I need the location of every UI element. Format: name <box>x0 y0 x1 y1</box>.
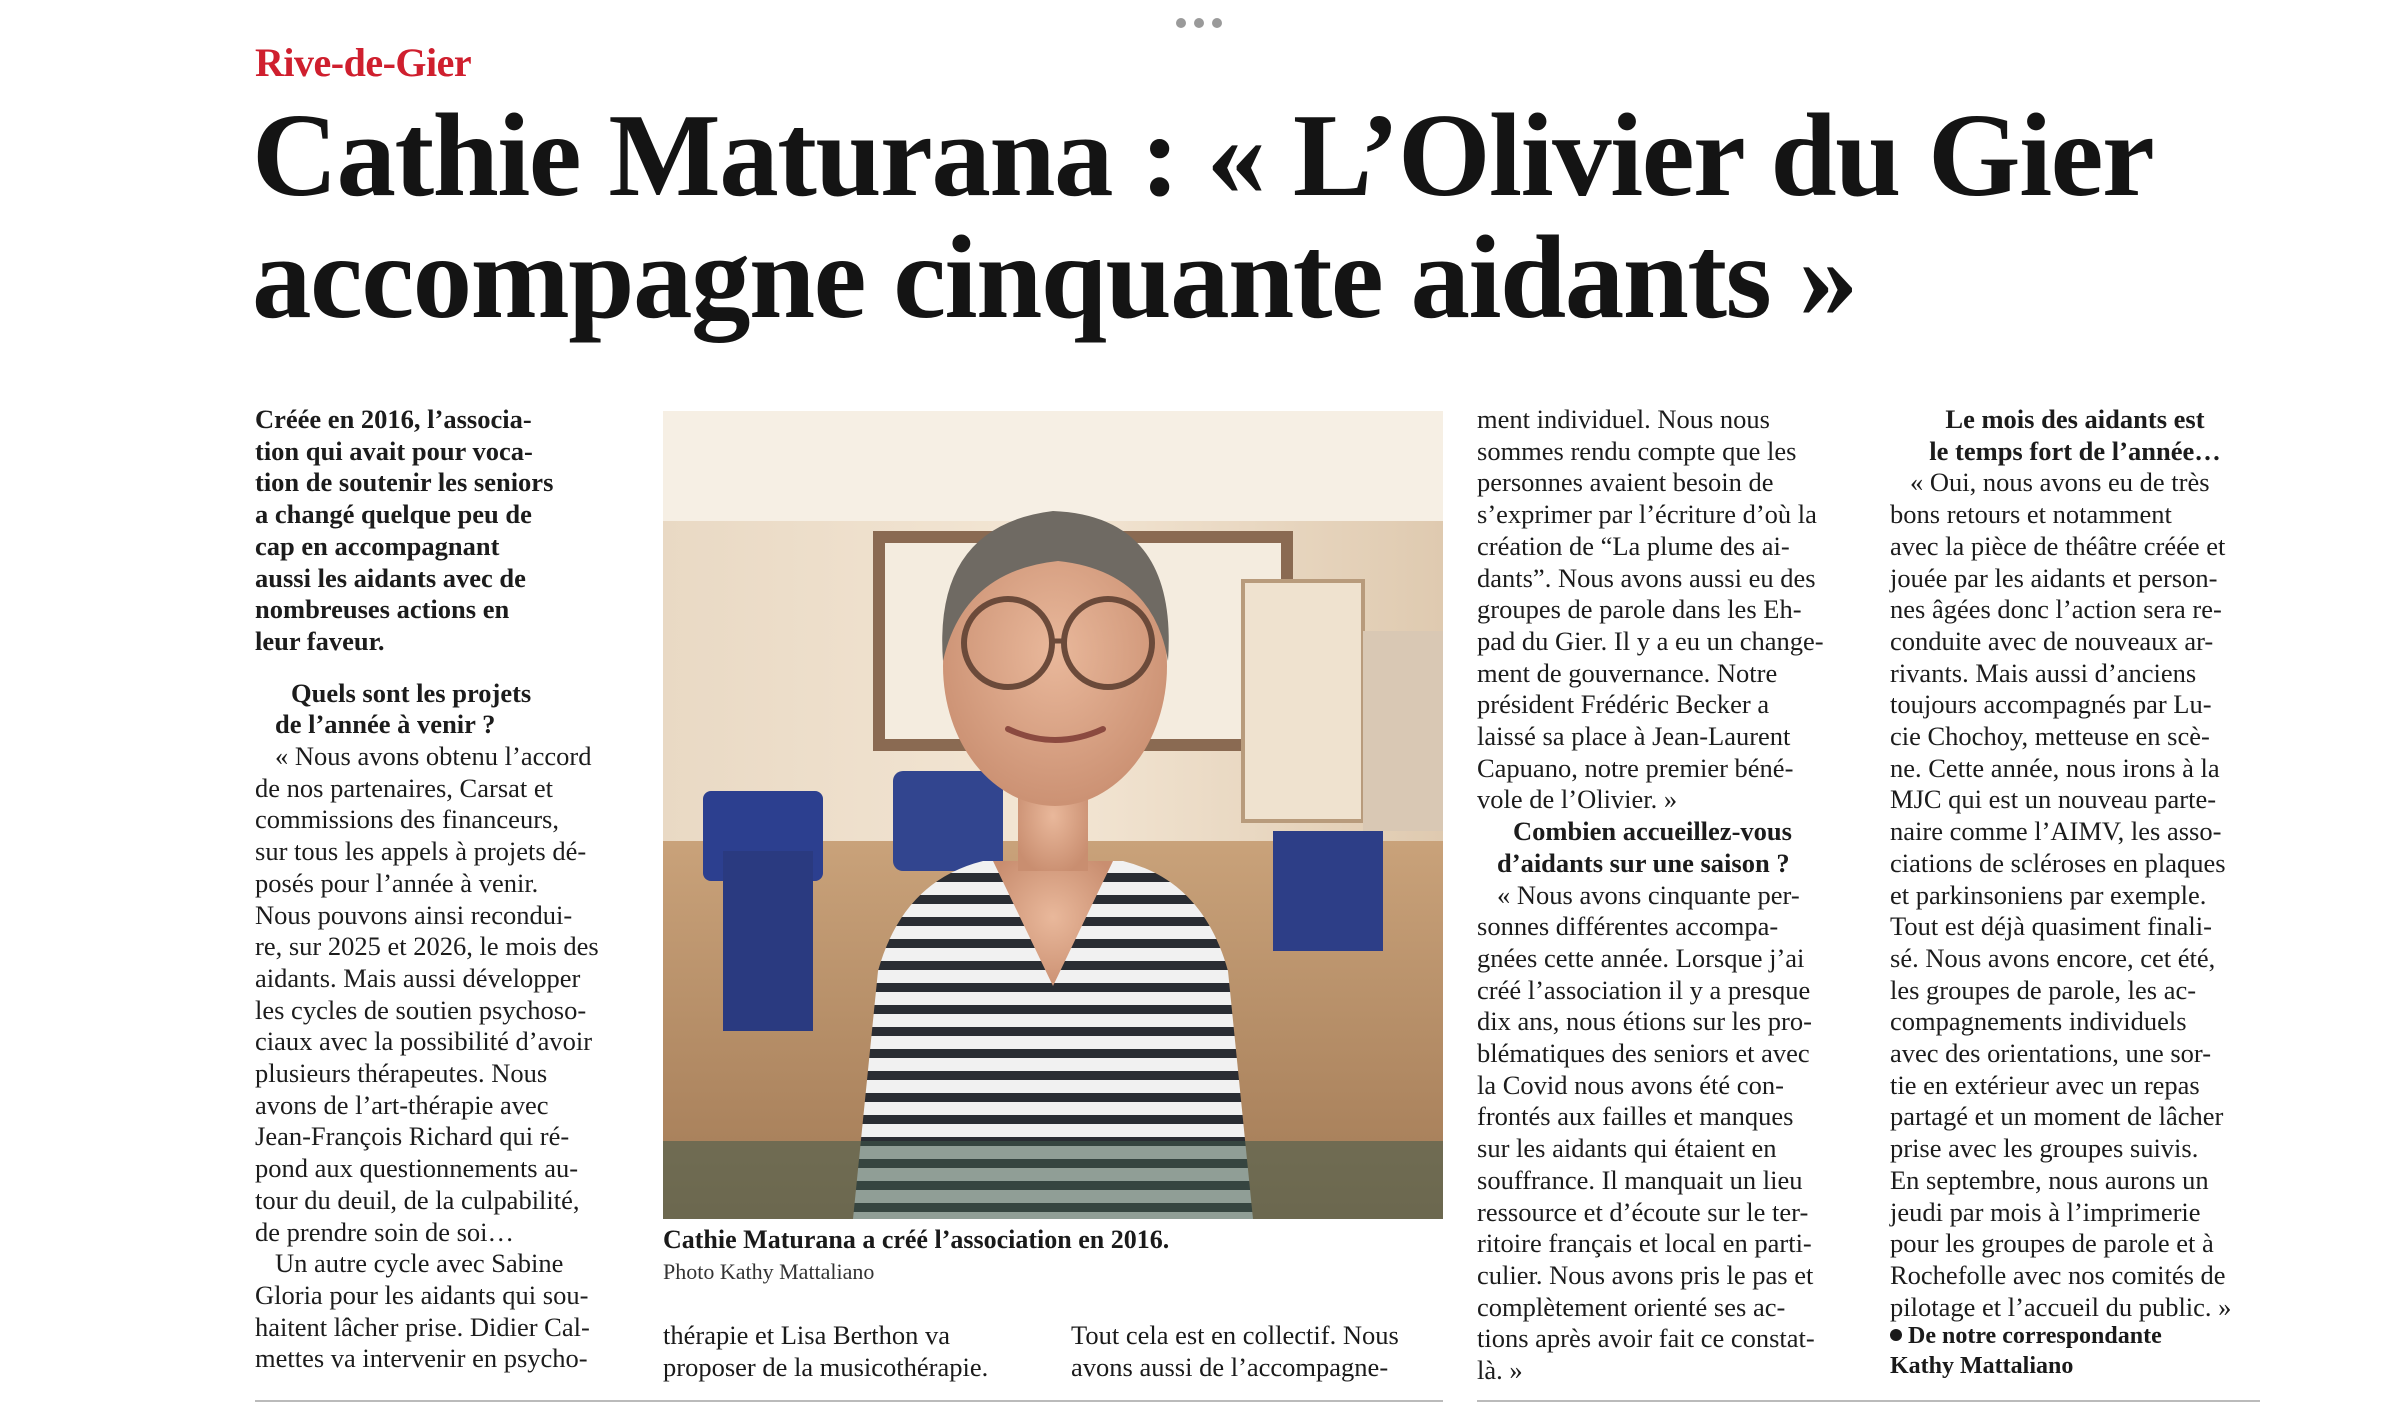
question-heading: Quels sont les projets <box>291 677 532 708</box>
body-line: toujours accompagnés par Lu- <box>1890 689 2212 720</box>
photo-caption <box>663 1223 1443 1287</box>
body-line: prise avec les groupes suivis. <box>1890 1133 2199 1164</box>
body-line: là. » <box>1477 1355 1523 1386</box>
bullet-icon <box>1890 1329 1902 1341</box>
lead-line: tion de soutenir les seniors <box>255 467 554 498</box>
body-line: Tout est déjà quasiment finali- <box>1890 911 2212 942</box>
dot <box>1176 18 1186 28</box>
body-line: Jean-François Richard qui ré- <box>255 1121 570 1152</box>
lead-line: leur faveur. <box>255 625 385 656</box>
lead-line: cap en accompagnant <box>255 530 500 561</box>
body-line: avons de l’art-thérapie avec <box>255 1089 549 1120</box>
body-line: proposer de la musicothérapie. <box>663 1351 989 1382</box>
body-line: partagé et un moment de lâcher <box>1890 1101 2224 1132</box>
body-line: haitent lâcher prise. Didier Cal- <box>255 1311 590 1342</box>
body-line: thérapie et Lisa Berthon va <box>663 1320 950 1350</box>
body-line: ment de gouvernance. Notre <box>1477 657 1778 688</box>
body-line: de nos partenaires, Carsat et <box>255 772 554 803</box>
body-line: ne. Cette année, nous irons à la <box>1890 752 2220 783</box>
question-heading: Combien accueillez-vous <box>1513 816 1792 847</box>
body-line: la Covid nous avons été con- <box>1477 1069 1784 1100</box>
body-line: groupes de parole dans les Eh- <box>1477 594 1802 625</box>
body-line: jouée par les aidants et person- <box>1890 562 2218 593</box>
caption-text: Cathie Maturana a créé l’association en 2016. <box>663 1225 1170 1254</box>
body-line: et parkinsoniens par exemple. <box>1890 879 2207 910</box>
body-line: les groupes de parole, les ac- <box>1890 974 2197 1005</box>
article-column-4 <box>1890 404 2260 1323</box>
body-line: avons aussi de l’accompagne- <box>1071 1351 1389 1382</box>
body-line: sur tous les appels à projets dé- <box>255 836 587 867</box>
body-line: mettes va intervenir en psycho- <box>255 1343 588 1374</box>
body-line: Rochefolle avec nos comités de <box>1890 1259 2226 1290</box>
body-line: souffrance. Il manquait un lieu <box>1477 1164 1803 1195</box>
body-line: sur les aidants qui étaient en <box>1477 1133 1777 1164</box>
portrait-photo <box>663 411 1443 1219</box>
body-line: personnes avaient besoin de <box>1477 467 1774 498</box>
body-line: culier. Nous avons pris le pas et <box>1477 1259 1814 1290</box>
body-line: conduite avec de nouveaux ar- <box>1890 625 2214 656</box>
body-line: avec la pièce de théâtre créée et <box>1890 530 2226 561</box>
dot <box>1212 18 1222 28</box>
body-line: jeudi par mois à l’imprimerie <box>1890 1196 2201 1227</box>
body-line: avec des orientations, une sor- <box>1890 1038 2212 1069</box>
body-line: MJC qui est un nouveau parte- <box>1890 784 2217 815</box>
body-line: blématiques des seniors et avec <box>1477 1038 1810 1069</box>
body-line: Nous pouvons ainsi recondui- <box>255 899 573 930</box>
body-line: Un autre cycle avec Sabine <box>275 1248 564 1279</box>
question-heading: Le mois des aidants est <box>1945 404 2205 434</box>
signature-line <box>1890 1321 2162 1351</box>
article-headline <box>252 89 2154 343</box>
lead-line: a changé quelque peu de <box>255 499 532 530</box>
body-line: création de “La plume des ai- <box>1477 530 1790 561</box>
article-column-2a <box>663 1320 1047 1383</box>
body-line: ciaux avec la possibilité d’avoir <box>255 1026 593 1057</box>
body-line: cie Chochoy, metteuse en scè- <box>1890 721 2210 752</box>
body-line: s’exprimer par l’écriture d’où la <box>1477 499 1817 530</box>
question-heading: de l’année à venir ? <box>275 709 496 740</box>
lead-line: nombreuses actions en <box>255 594 510 625</box>
photo-credit: Photo Kathy Mattaliano <box>663 1259 875 1284</box>
body-line: naire comme l’AIMV, les asso- <box>1890 816 2222 847</box>
body-line: Capuano, notre premier béné- <box>1477 752 1794 783</box>
body-line: pond aux questionnements au- <box>255 1153 579 1184</box>
article-column-2b <box>1071 1320 1443 1383</box>
body-line: En septembre, nous aurons un <box>1890 1164 2209 1195</box>
more-options-icon[interactable] <box>1176 15 1222 31</box>
body-line: gnées cette année. Lorsque j’ai <box>1477 942 1805 973</box>
body-line: ritoire français et local en parti- <box>1477 1228 1812 1259</box>
body-line: commissions des financeurs, <box>255 804 559 835</box>
body-line: laissé sa place à Jean-Laurent <box>1477 721 1791 752</box>
signature-role: De notre correspondante <box>1908 1323 2162 1349</box>
body-line: « Nous avons obtenu l’accord <box>275 741 592 772</box>
body-line: pad du Gier. Il y a eu un change- <box>1477 625 1824 656</box>
section-kicker: Rive-de-Gier <box>255 40 472 85</box>
body-line: frontés aux failles et manques <box>1477 1101 1794 1132</box>
body-line: ment individuel. Nous nous <box>1477 404 1770 434</box>
body-line: sé. Nous avons encore, cet été, <box>1890 942 2216 973</box>
body-line: ressource et d’écoute sur le ter- <box>1477 1196 1809 1227</box>
body-line: président Frédéric Becker a <box>1477 689 1770 720</box>
body-line: « Oui, nous avons eu de très <box>1910 467 2210 498</box>
headline-line: Cathie Maturana : « L’Olivier du Gier <box>252 89 2154 221</box>
body-line: les cycles de soutien psychoso- <box>255 994 587 1025</box>
bottom-rule <box>1477 1400 2260 1402</box>
lead-line: aussi les aidants avec de <box>255 562 526 593</box>
article-column-1 <box>255 404 627 1375</box>
body-line: pilotage et l’accueil du public. » <box>1890 1291 2232 1322</box>
body-line: bons retours et notamment <box>1890 499 2172 530</box>
body-line: « Nous avons cinquante per- <box>1497 879 1800 910</box>
article-photo <box>663 411 1443 1219</box>
body-line: tions après avoir fait ce constat- <box>1477 1323 1815 1354</box>
article-column-3 <box>1477 404 1851 1387</box>
body-line: ciations de scléroses en plaques <box>1890 847 2226 878</box>
body-line: sommes rendu compte que les <box>1477 435 1797 466</box>
body-line: Tout cela est en collectif. Nous <box>1071 1320 1399 1350</box>
body-line: complètement orienté ses ac- <box>1477 1291 1786 1322</box>
lead-line: tion qui avait pour voca- <box>255 435 533 466</box>
body-line: dix ans, nous étions sur les pro- <box>1477 1006 1812 1037</box>
question-heading: le temps fort de l’année… <box>1929 435 2221 466</box>
body-line: de prendre soin de soi… <box>255 1216 515 1247</box>
body-line: re, sur 2025 et 2026, le mois des <box>255 931 599 962</box>
body-line: pour les groupes de parole et à <box>1890 1228 2214 1259</box>
dot <box>1194 18 1204 28</box>
body-line: aidants. Mais aussi développer <box>255 962 581 993</box>
body-line: posés pour l’année à venir. <box>255 867 539 898</box>
bottom-rule <box>255 1400 1443 1402</box>
body-line: rivants. Mais aussi d’anciens <box>1890 657 2197 688</box>
body-line: compagnements individuels <box>1890 1006 2187 1037</box>
lead-line: Créée en 2016, l’associa- <box>255 404 532 434</box>
body-line: créé l’association il y a presque <box>1477 974 1811 1005</box>
body-line: plusieurs thérapeutes. Nous <box>255 1058 548 1089</box>
author-signature <box>1890 1321 2162 1381</box>
body-line: tie en extérieur avec un repas <box>1890 1069 2200 1100</box>
body-line: tour du deuil, de la culpabilité, <box>255 1184 580 1215</box>
body-line: nes âgées donc l’action sera re- <box>1890 594 2222 625</box>
body-line: Gloria pour les aidants qui sou- <box>255 1279 589 1310</box>
question-heading: d’aidants sur une saison ? <box>1497 847 1790 878</box>
body-line: vole de l’Olivier. » <box>1477 784 1678 815</box>
body-line: dants”. Nous avons aussi eu des <box>1477 562 1816 593</box>
signature-name: Kathy Mattaliano <box>1890 1353 2074 1379</box>
headline-line: accompagne cinquante aidants » <box>252 211 1857 343</box>
body-line: sonnes différentes accompa- <box>1477 911 1779 942</box>
